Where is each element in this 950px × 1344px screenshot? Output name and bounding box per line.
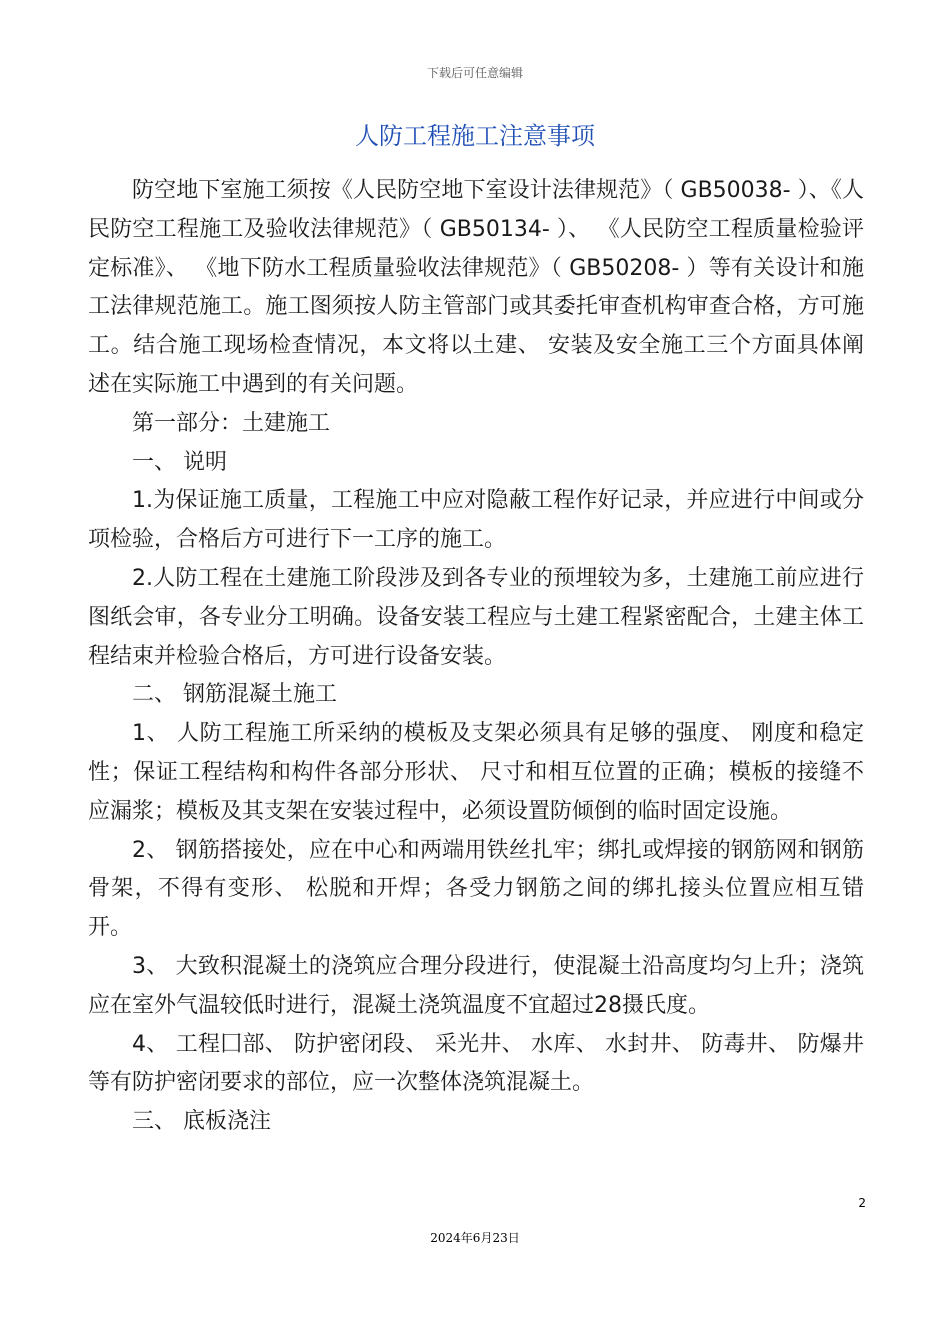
document-title: 人防工程施工注意事项 xyxy=(355,122,595,150)
section-heading-floor-slab: 三、 底板浇注 xyxy=(132,1109,271,1135)
paragraph-intro: 防空地下室施工须按《人民防空地下室设计法律规范》（ GB50038- ）、《人民防空工程施工及验收法律规范》（ GB50134- ）、 《人民防空工程质量检验评定标准》、 《地下防水工程质量验收法律规范》（ GB50208- ）等有关设计和施工法律规范施工。施工图须按人防主管部门或其委托审查机构审查合格，方可施工。结合施工现场检查情况，本文将以土建、 安装及安全施工三个方面具体阐述在实际施工中遇到的有关问题。 xyxy=(88,178,864,397)
paragraph-concrete-4: 4、 工程囗部、 防护密闭段、 采光井、 水库、 水封井、 防毒井、 防爆井等有防护密闭要求的部位，应一次整体浇筑混凝土。 xyxy=(88,1031,864,1096)
section-heading-concrete: 二、 钢筋混凝土施工 xyxy=(132,682,337,708)
footer-date: 2024年6月23日 xyxy=(430,1231,520,1245)
paragraph-concrete-3: 3、 大致积混凝土的浇筑应合理分段进行，使混凝土沿高度均匀上升；浇筑应在室外气温较低时进行，混凝土浇筑温度不宜超过28摄氏度。 xyxy=(88,953,864,1018)
document-body xyxy=(88,172,864,1142)
page-number: 2 xyxy=(858,1196,866,1210)
section-heading-part-one: 第一部分：土建施工 xyxy=(132,410,331,436)
paragraph-concrete-1: 1、 人防工程施工所采纳的模板及支架必须具有足够的强度、 刚度和稳定性；保证工程结构和构件各部分形状、 尺寸和相互位置的正确；模板的接缝不应漏浆；模板及其支架在安装过程中，必须设置防倾倒的临时固定设施。 xyxy=(88,721,864,824)
paragraph-explanation-1: 1.为保证施工质量，工程施工中应对隐蔽工程作好记录，并应进行中间或分项检验，合格后方可进行下一工序的施工。 xyxy=(88,488,864,553)
paragraph-explanation-2: 2.人防工程在土建施工阶段涉及到各专业的预埋较为多，土建施工前应进行图纸会审，各专业分工明确。设备安装工程应与土建工程紧密配合，土建主体工程结束并检验合格后，方可进行设备安装。 xyxy=(88,565,864,669)
header-note: 下载后可任意编辑 xyxy=(426,66,523,80)
paragraph-concrete-2: 2、 钢筋搭接处，应在中心和两端用铁丝扎牢；绑扎或焊接的钢筋网和钢筋骨架，不得有变形、 松脱和开焊；各受力钢筋之间的绑扎接头位置应相互错开。 xyxy=(88,837,864,941)
section-heading-explanation: 一、 说明 xyxy=(132,449,227,475)
